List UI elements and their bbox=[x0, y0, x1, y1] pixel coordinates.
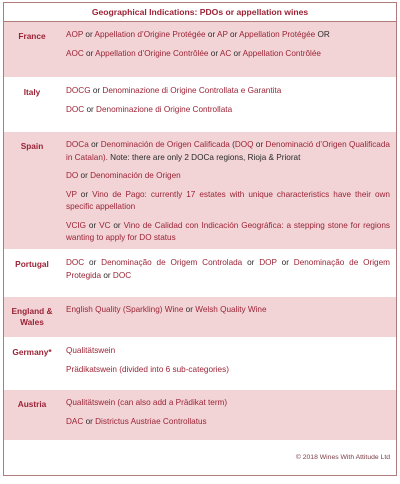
term-text: DOQ bbox=[234, 140, 254, 149]
connector-text: or bbox=[76, 189, 93, 199]
connector-text: or bbox=[84, 258, 102, 267]
appellation-line bbox=[66, 397, 390, 410]
connector-text: or bbox=[110, 220, 124, 230]
term-text: Denominación de Origen Calificada bbox=[100, 140, 230, 149]
row-portugal bbox=[4, 250, 396, 297]
connector-text: or bbox=[83, 48, 96, 58]
country-label: France bbox=[18, 31, 46, 41]
appellation-line bbox=[66, 416, 390, 429]
term-text: English Quality (Sparkling) Wine bbox=[66, 305, 184, 314]
row-content bbox=[60, 297, 396, 337]
term-text: AC bbox=[219, 48, 232, 58]
appellation-line bbox=[66, 304, 390, 317]
appellation-line bbox=[66, 345, 390, 358]
country-label: England & Wales bbox=[11, 306, 53, 327]
connector-text: or bbox=[78, 171, 91, 180]
term-text: Denominación de Origen bbox=[90, 171, 181, 180]
row-england-wales bbox=[4, 297, 396, 338]
row-content bbox=[60, 390, 396, 440]
term-text: Vino de Calidad con Indicación Geográfica: a stepping stone for regions wanting to apply for DO status bbox=[66, 220, 390, 242]
country-label: Germany* bbox=[12, 347, 52, 357]
row-content bbox=[60, 78, 396, 131]
connector-text: or bbox=[90, 86, 103, 95]
row-content bbox=[60, 250, 396, 296]
term-text: Denominazione di Origine Controllata bbox=[96, 104, 233, 114]
term-text: Appellation Contrôlée bbox=[242, 48, 321, 58]
appellation-line bbox=[66, 104, 390, 117]
term-text: Districtus Austriae Controllatus bbox=[95, 416, 207, 426]
term-text: DOCa bbox=[66, 140, 89, 149]
term-text: Welsh Quality Wine bbox=[195, 305, 267, 314]
appellation-line bbox=[66, 29, 390, 42]
appellation-table bbox=[3, 2, 397, 476]
row-content bbox=[60, 338, 396, 389]
appellation-line bbox=[66, 220, 390, 245]
appellation-line bbox=[66, 189, 390, 214]
term-text: DOP bbox=[259, 258, 277, 267]
term-text: DOCG bbox=[66, 86, 91, 95]
term-text: Denominação de Origem Protegida bbox=[66, 258, 390, 280]
term-text: VP bbox=[66, 189, 77, 199]
row-italy bbox=[4, 78, 396, 132]
country-label: Italy bbox=[23, 87, 41, 97]
term-text: DO bbox=[66, 171, 79, 180]
term-text: AOC bbox=[66, 48, 84, 58]
term-text: Denominació d’Origen Qualificada in Catalan). bbox=[66, 140, 390, 162]
term-text: Qualitätswein (can also add a Prädikat term) bbox=[66, 398, 228, 407]
connector-text: OR bbox=[315, 30, 330, 39]
connector-text: or bbox=[276, 258, 294, 267]
term-text: Appellation d’Origine Contrôlée bbox=[95, 48, 209, 58]
connector-text: or bbox=[101, 270, 113, 280]
country-label: Austria bbox=[17, 399, 47, 409]
connector-text: or bbox=[88, 140, 101, 149]
appellation-line bbox=[66, 139, 390, 164]
country-label: Portugal bbox=[15, 259, 49, 269]
row-content bbox=[60, 22, 396, 77]
connector-text: or bbox=[83, 416, 96, 426]
term-text: DOC bbox=[112, 270, 132, 280]
term-text: DOC bbox=[66, 258, 85, 267]
appellation-line bbox=[66, 170, 390, 183]
term-text: Appellation d’Origine Protégée bbox=[94, 30, 206, 39]
connector-text: or bbox=[242, 258, 260, 267]
appellation-line bbox=[66, 85, 390, 98]
connector-text: Note: there are only 2 DOCa regions, Rioja & Priorat bbox=[110, 152, 301, 162]
term-text: DOC bbox=[66, 104, 85, 114]
row-austria bbox=[4, 390, 396, 441]
appellation-line bbox=[66, 364, 390, 377]
connector-text: or bbox=[183, 305, 196, 314]
appellation-line bbox=[66, 48, 390, 61]
connector-text: ( bbox=[229, 140, 235, 149]
term-text: DAC bbox=[66, 416, 84, 426]
connector-text: or bbox=[84, 104, 97, 114]
term-text: AP bbox=[217, 30, 228, 39]
connector-text: or bbox=[83, 30, 95, 39]
country-label: Spain bbox=[20, 141, 44, 151]
row-germany bbox=[4, 338, 396, 390]
row-content bbox=[60, 132, 396, 249]
term-text: Denominação de Origem Controlada bbox=[101, 258, 243, 267]
connector-text: or bbox=[253, 140, 266, 149]
row-france bbox=[4, 22, 396, 78]
table-title: Geographical Indications: PDOs or appellation wines bbox=[4, 3, 396, 22]
term-text: Qualitätswein bbox=[66, 346, 116, 355]
copyright-footer: © 2018 Wines With Attitude Ltd bbox=[295, 454, 390, 461]
connector-text: or bbox=[208, 48, 220, 58]
term-text: Prädikatswein (divided into 6 sub-categories) bbox=[66, 364, 229, 374]
term-text: VC bbox=[99, 220, 111, 230]
connector-text: or bbox=[86, 220, 100, 230]
connector-text: or bbox=[205, 30, 217, 39]
term-text: Denominazione di Origine Controllata e Garantita bbox=[102, 86, 282, 95]
term-text: AOP bbox=[66, 30, 84, 39]
row-spain bbox=[4, 132, 396, 250]
connector-text: or bbox=[231, 48, 243, 58]
term-text: VCIG bbox=[66, 220, 87, 230]
appellation-line bbox=[66, 257, 390, 282]
connector-text: or bbox=[227, 30, 240, 39]
term-text: Vino de Pago: currently 17 estates with unique characteristics have their own specific appellation bbox=[66, 189, 390, 211]
term-text: Appellation Protégée bbox=[239, 30, 316, 39]
